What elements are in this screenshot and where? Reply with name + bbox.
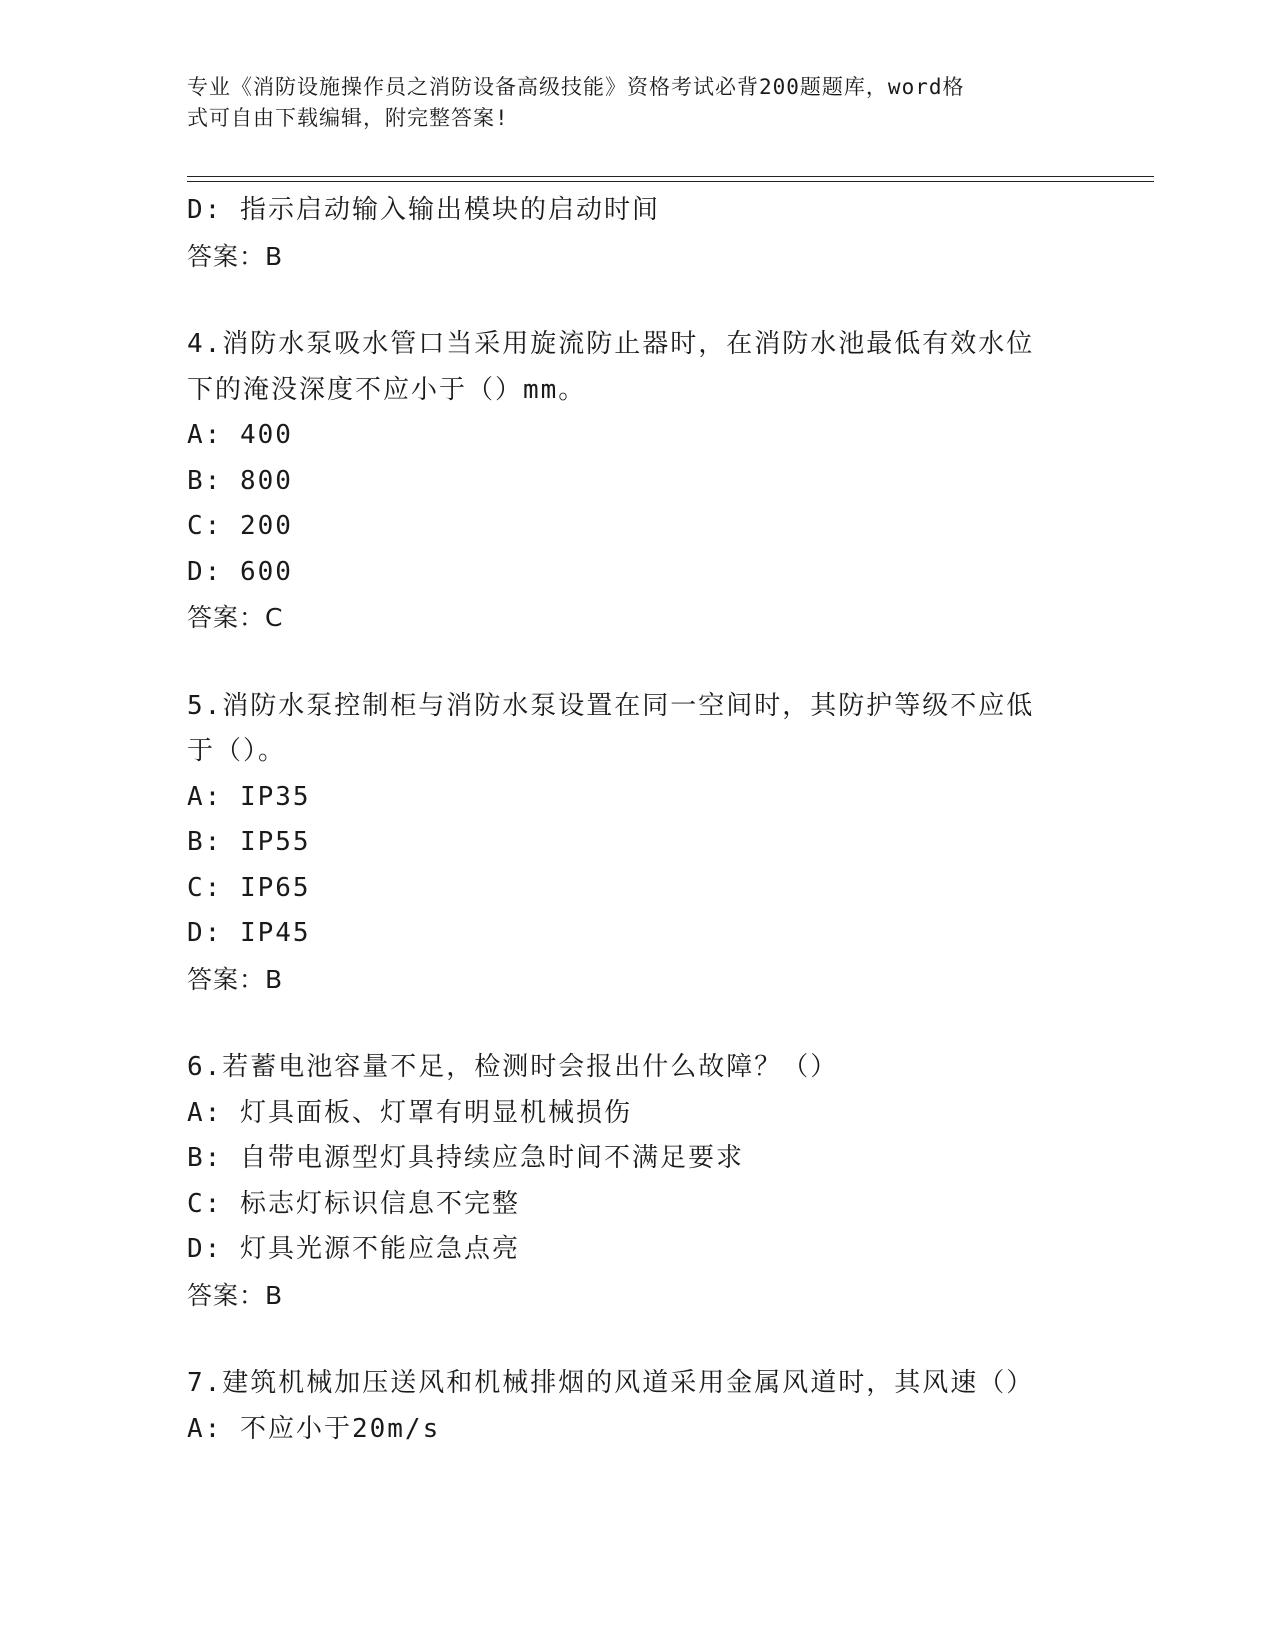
header-line-1: 专业《消防设施操作员之消防设备高级技能》资格考试必背200题题库，word格 [187, 75, 965, 99]
question-stem: 6.若蓄电池容量不足，检测时会报出什么故障？（） [187, 1052, 839, 1082]
option-c: C: 200 [187, 511, 293, 541]
option-a: A: 不应小于20m/s [187, 1413, 441, 1444]
question-stem: 4.消防水泵吸水管口当采用旋流防止器时，在消防水池最低有效水位 [187, 329, 1035, 359]
answer-label: 答案：B [187, 1280, 284, 1310]
question-6 [187, 1045, 1087, 1318]
option-b: B: 自带电源型灯具持续应急时间不满足要求 [187, 1143, 744, 1173]
option-d: D: 灯具光源不能应急点亮 [187, 1234, 520, 1264]
option-b: B: IP55 [187, 827, 311, 857]
question-stem: 于（）。 [187, 736, 287, 766]
question-stem: 下的淹没深度不应小于（）mm。 [187, 374, 587, 405]
header-rule-bottom [187, 181, 1154, 182]
option-c: C: IP65 [187, 872, 311, 903]
question-stem: 5.消防水泵控制柜与消防水泵设置在同一空间时，其防护等级不应低 [187, 690, 1035, 721]
question-3-tail [187, 188, 1087, 279]
option-c: C: 标志灯标识信息不完整 [187, 1188, 520, 1219]
option-d: D: IP45 [187, 918, 311, 948]
answer-label: 答案：C [187, 603, 284, 632]
option-a: A: IP35 [187, 781, 311, 812]
option-a: A: 灯具面板、灯罩有明显机械损伤 [187, 1097, 632, 1128]
option-d: D: 指示启动输入输出模块的启动时间 [187, 195, 660, 225]
answer-label: 答案：B [187, 241, 284, 271]
option-d: D: 600 [187, 556, 293, 587]
question-5 [187, 684, 1087, 1003]
header-line-2: 式可自由下载编辑，附完整答案! [187, 106, 509, 130]
option-a: A: 400 [187, 420, 293, 450]
question-stem: 7.建筑机械加压送风和机械排烟的风道采用金属风道时，其风速（） [187, 1368, 1035, 1398]
question-list [187, 188, 1087, 1452]
question-4 [187, 322, 1087, 641]
answer-label: 答案：B [187, 964, 284, 994]
option-b: B: 800 [187, 465, 293, 496]
question-7 [187, 1361, 1087, 1452]
header-rule-top [187, 176, 1154, 177]
page-header [187, 72, 1067, 134]
